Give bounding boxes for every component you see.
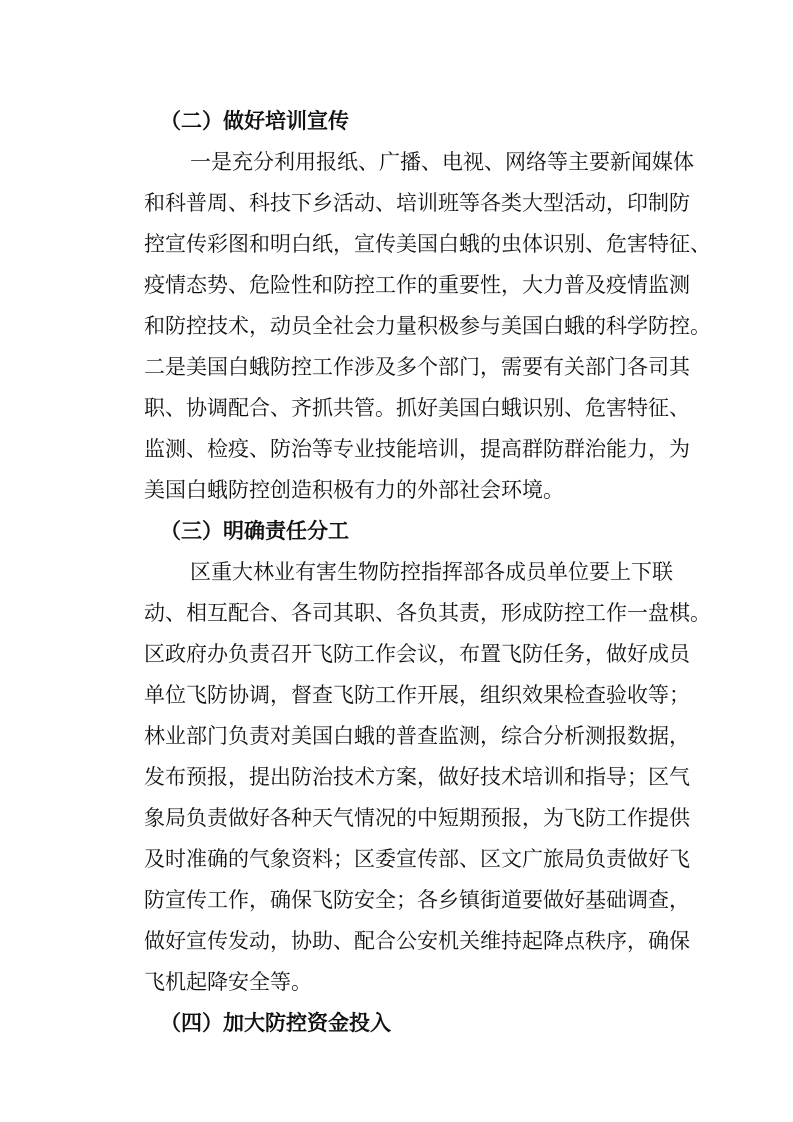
paragraph-line: 疫情态势、危险性和防控工作的重要性，大力普及疫情监测 (144, 273, 690, 297)
paragraph-line: 控宣传彩图和明白纸，宣传美国白蛾的虫体识别、危害特征、 (144, 232, 711, 256)
paragraph-line: 飞机起降安全等。 (144, 970, 312, 994)
paragraph-line: 做好宣传发动，协助、配合公安机关维持起降点秩序，确保 (144, 929, 690, 953)
paragraph-line: 动、相互配合、各司其职、各负其责，形成防控工作一盘棋。 (144, 601, 711, 625)
paragraph-line: 美国白蛾防控创造积极有力的外部社会环境。 (144, 478, 564, 502)
paragraph-line: 及时准确的气象资料；区委宣传部、区文广旅局负责做好飞 (144, 847, 690, 871)
paragraph-line: 二是美国白蛾防控工作涉及多个部门，需要有关部门各司其 (144, 355, 690, 379)
paragraph-line: 发布预报，提出防治技术方案，做好技术培训和指导；区气 (144, 765, 690, 789)
paragraph-line: 防宣传工作，确保飞防安全；各乡镇街道要做好基础调查， (144, 888, 690, 912)
section-heading-3: （三）明确责任分工 (160, 519, 349, 543)
paragraph-line: 区政府办负责召开飞防工作会议，布置飞防任务，做好成员 (144, 642, 690, 666)
paragraph-line: 区重大林业有害生物防控指挥部各成员单位要上下联 (190, 560, 673, 584)
section-heading-4: （四）加大防控资金投入 (160, 1011, 391, 1035)
paragraph-line: 林业部门负责对美国白蛾的普查监测，综合分析测报数据， (144, 724, 690, 748)
paragraph-line: 监测、检疫、防治等专业技能培训，提高群防群治能力，为 (144, 437, 690, 461)
paragraph-line: 单位飞防协调，督查飞防工作开展，组织效果检查验收等； (144, 683, 690, 707)
paragraph-line: 一是充分利用报纸、广播、电视、网络等主要新闻媒体 (190, 150, 694, 174)
paragraph-line: 象局负责做好各种天气情况的中短期预报，为飞防工作提供 (144, 806, 690, 830)
section-heading-2: （二）做好培训宣传 (160, 109, 349, 133)
paragraph-line: 和科普周、科技下乡活动、培训班等各类大型活动，印制防 (144, 191, 690, 215)
paragraph-line: 职、协调配合、齐抓共管。抓好美国白蛾识别、危害特征、 (144, 396, 690, 420)
paragraph-line: 和防控技术，动员全社会力量积极参与美国白蛾的科学防控。 (144, 314, 711, 338)
